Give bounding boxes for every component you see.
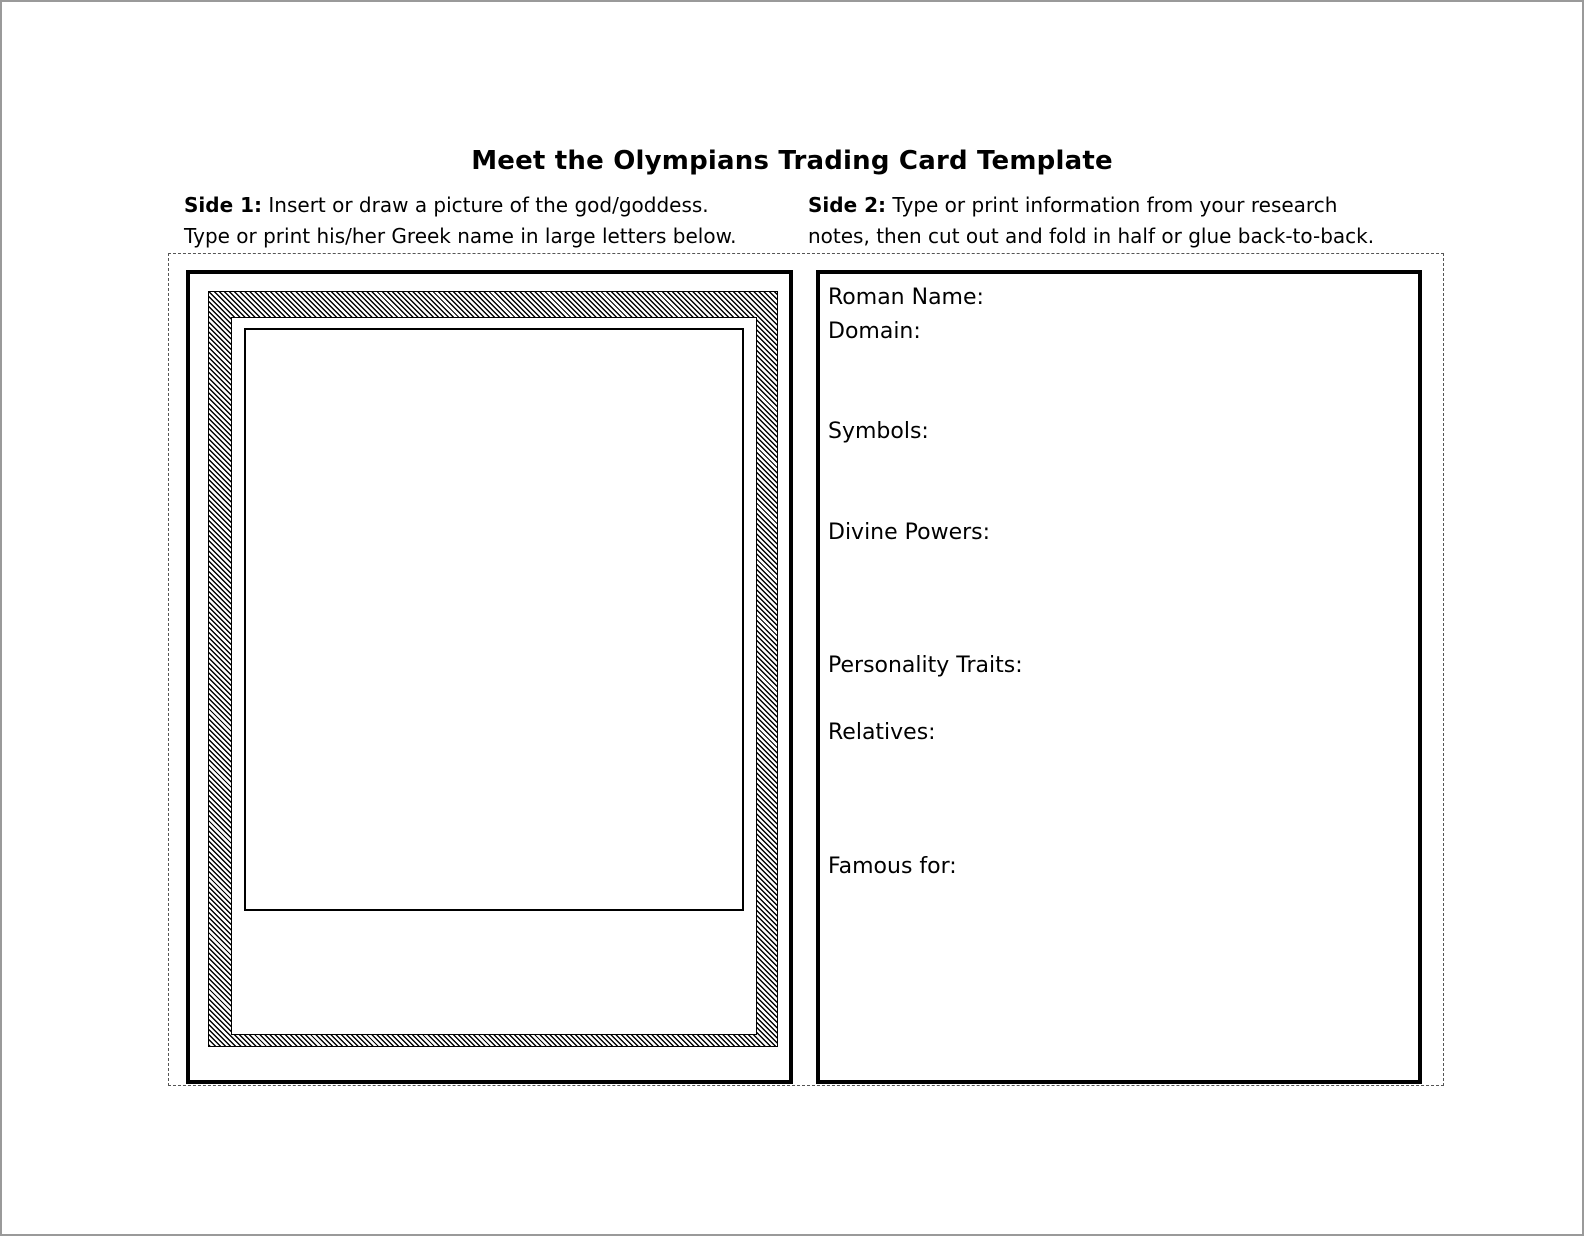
hatched-border — [208, 291, 778, 1047]
side2-line1: Type or print information from your research — [892, 193, 1338, 217]
field-roman-name: Roman Name: — [828, 285, 984, 310]
side1-instructions — [184, 190, 736, 252]
picture-box[interactable] — [244, 328, 744, 911]
field-symbols: Symbols: — [828, 419, 929, 444]
side2-line2: notes, then cut out and fold in half or glue back-to-back. — [808, 224, 1375, 248]
side1-label: Side 1: — [184, 193, 263, 217]
field-domain: Domain: — [828, 319, 921, 344]
field-personality-traits: Personality Traits: — [828, 653, 1023, 678]
field-relatives: Relatives: — [828, 720, 936, 745]
card-front-inner — [231, 317, 757, 1035]
side2-instructions — [808, 190, 1374, 252]
side1-line2: Type or print his/her Greek name in large letters below. — [184, 224, 737, 248]
card-back — [816, 270, 1422, 1084]
page-title: Meet the Olympians Trading Card Template — [471, 146, 1113, 176]
field-famous-for: Famous for: — [828, 854, 957, 879]
card-front — [186, 270, 793, 1084]
side1-line1: Insert or draw a picture of the god/goddess. — [268, 193, 709, 217]
field-divine-powers: Divine Powers: — [828, 520, 991, 545]
side2-label: Side 2: — [808, 193, 887, 217]
